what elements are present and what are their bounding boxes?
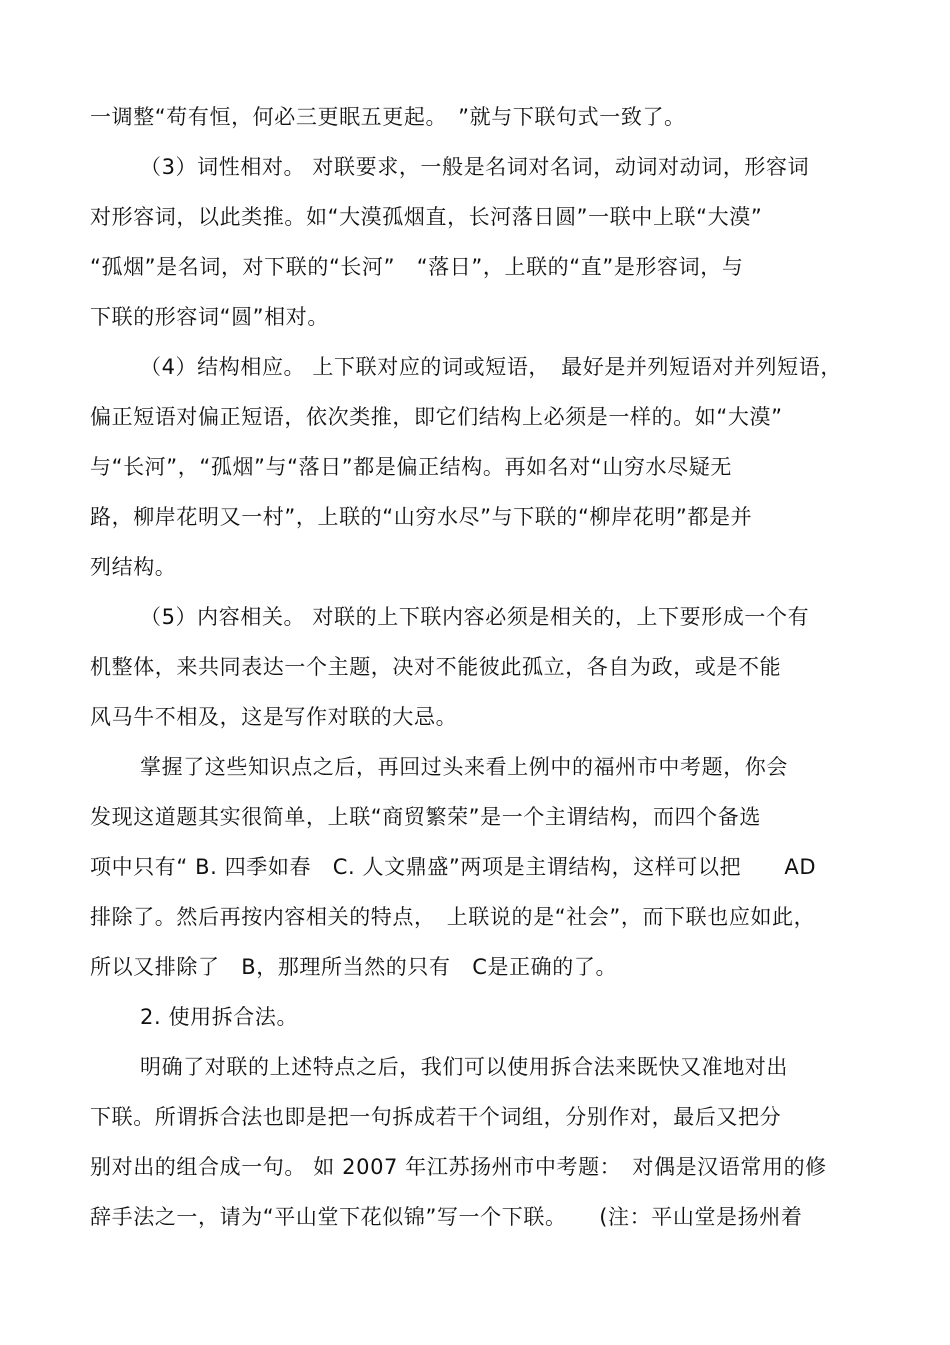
text-line: 风马牛不相及，这是写作对联的大忌。 [90, 705, 458, 729]
text-line: “孤烟”是名词，对下联的“长河” “落日”，上联的“直”是形容词，与 [90, 255, 744, 279]
text-line: 所以又排除了 B，那理所当然的只有 C是正确的了。 [90, 955, 618, 979]
text-line: 项中只有“ B. 四季如春 C. 人文鼎盛”两项是主谓结构，这样可以把 AD [90, 855, 817, 879]
text-line: 路，柳岸花明又一村”，上联的“山穷水尽”与下联的“柳岸花明”都是并 [90, 505, 753, 529]
text-line: （5）内容相关。 对联的上下联内容必须是相关的，上下要形成一个有 [140, 605, 810, 629]
text-line: 别对出的组合成一句。 如 2007 年江苏扬州市中考题： 对偶是汉语常用的修 [90, 1155, 827, 1179]
text-line: 排除了。然后再按内容相关的特点， 上联说的是“社会”，而下联也应如此， [90, 905, 816, 929]
text-line: （4）结构相应。 上下联对应的词或短语， 最好是并列短语对并列短语， [140, 355, 842, 379]
text-line: （3）词性相对。 对联要求，一般是名词对名词，动词对动词，形容词 [140, 155, 810, 179]
text-line: 2. 使用拆合法。 [140, 1005, 299, 1029]
text-line: 掌握了这些知识点之后，再回过头来看上例中的福州市中考题，你会 [140, 755, 788, 779]
text-line: 对形容词，以此类推。如“大漠孤烟直，长河落日圆”一联中上联“大漠” [90, 205, 763, 229]
text-line: 下联。所谓拆合法也即是把一句拆成若干个词组，分别作对，最后又把分 [90, 1105, 782, 1129]
text-line: 偏正短语对偏正短语，依次类推，即它们结构上必须是一样的。如“大漠” [90, 405, 783, 429]
text-line: 明确了对联的上述特点之后，我们可以使用拆合法来既快又准地对出 [140, 1055, 788, 1079]
text-line: 下联的形容词“圆”相对。 [90, 305, 329, 329]
text-line: 发现这道题其实很简单，上联“商贸繁荣”是一个主谓结构，而四个备选 [90, 805, 761, 829]
text-line: 列结构。 [90, 555, 177, 579]
text-line: 一调整“苟有恒，何必三更眠五更起。 ”就与下联句式一致了。 [90, 105, 686, 129]
text-line: 机整体，来共同表达一个主题，决对不能彼此孤立，各自为政，或是不能 [90, 655, 782, 679]
text-line: 与“长河”，“孤烟”与“落日”都是偏正结构。再如名对“山穷水尽疑无 [90, 455, 732, 479]
text-line: 辞手法之一，请为“平山堂下花似锦”写一个下联。 (注：平山堂是扬州着 [90, 1205, 803, 1229]
